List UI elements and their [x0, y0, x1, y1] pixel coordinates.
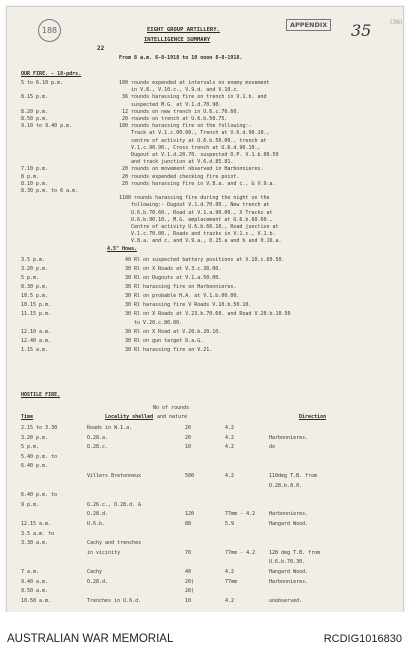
our-fire-time: 8 p.m. [21, 173, 40, 180]
footer-source: AUSTRALIAN WAR MEMORIAL [7, 633, 174, 645]
col-direction: Direction [299, 414, 327, 420]
footer-bar [0, 612, 409, 654]
hostile-direction: 110deg T.B. from [269, 473, 318, 479]
hostile-rounds: 10 [185, 444, 192, 451]
hostile-nature: 77mm - 4.2 [225, 549, 256, 556]
hostile-time: 5 p.m. [21, 444, 40, 451]
hostile-time: 3.20 p.m. [21, 434, 49, 441]
hows-time: 11.15 p.m. [21, 311, 52, 317]
hostile-locality: Trenches in U.6.d. [87, 597, 142, 604]
hows-desc: 30 Rl on X Roads at V.23.b.70.60. and Road V.20.b.10.50 [125, 311, 291, 317]
hows-time: 8.30 p.m. [21, 284, 49, 290]
hostile-direction: Harbonnieres. [269, 511, 309, 518]
handwritten-number: 35 [351, 21, 372, 40]
hostile-direction: do [269, 444, 276, 451]
hows-desc: 30 Rl on probable H.A. at V.1.b.00.00. [125, 293, 240, 299]
col-time: Time [21, 414, 34, 420]
our-fire-time: 8.15 p.m. [21, 94, 49, 101]
hostile-direction: Hangard Wood. [269, 521, 309, 527]
hostile-rounds: 20) [185, 588, 195, 595]
hostile-nature: 77mm - 4.2 [225, 511, 256, 518]
hows-desc: 40 Rl on suspected battery positions at V.10.c.60.50. [125, 257, 285, 263]
section-hostile-fire: HOSTILE FIRE. [21, 392, 61, 398]
hostile-rounds: 20 [185, 434, 192, 441]
summary-number: 22 [97, 45, 105, 52]
our-fire-desc: U.6.b.90.10., M.G. emplacement at U.6.b.60.60., [119, 216, 273, 223]
our-fire-time: 8.10 p.m. [21, 180, 49, 187]
section-our-fire: OUR FIRE. - 18-pdrs. [21, 71, 82, 77]
hostile-nature: 77mm [225, 578, 238, 585]
our-fire-desc: and track junction at V.6.d.85.81. [119, 159, 234, 166]
our-fire-desc: 1180 rounds harassing fire during the night on the [119, 195, 270, 202]
hows-time: 10.5 p.m. [21, 293, 49, 299]
hostile-time: 3.30 a.m. [21, 540, 49, 547]
hows-desc: 30 Rl on Dugouts at V.1.a.50.00. [125, 275, 222, 281]
our-fire-desc: 36 rounds harassing fire on trench in V.1.b. and [119, 94, 267, 101]
hostile-rounds: 20) [185, 578, 195, 585]
section-hows: 4.5" Hows. [107, 246, 138, 252]
hostile-nature: 4.2 [225, 425, 235, 431]
hostile-nature: 4.2 [225, 569, 235, 575]
hows-desc: 30 Rl harassing fire V Roads V.10.b.50.10. [125, 302, 252, 308]
hostile-time: 7 a.m. [21, 569, 40, 575]
our-fire-desc: 20 rounds on trench at U.6.b.50.75. [119, 116, 228, 122]
document-subtitle: INTELLIGENCE SUMMARY [144, 37, 211, 43]
hostile-direction: U.6.b.70.30. [269, 559, 306, 566]
hostile-rounds: 500 [185, 473, 195, 479]
hows-desc: 30 Rl harassing fire on Harbonnieres. [125, 284, 237, 290]
hows-desc: 30 Rl on gun target D.a.G. [125, 338, 204, 344]
hostile-time: 6.40 p.m. [21, 463, 49, 470]
col-locality: Locality shelled [105, 414, 154, 420]
our-fire-time: 8.20 p.m. [21, 108, 49, 115]
hostile-nature: 4.2 [225, 434, 235, 441]
our-fire-desc: Centre of activity U.6.b.60.10., Road junction at [119, 224, 279, 230]
hostile-direction: 128 deg T.B. from [269, 549, 321, 556]
hostile-nature: 4.2 [225, 597, 235, 604]
col-rounds-bottom: and nature [157, 414, 188, 420]
hostile-direction: O.28.b.8.0. [269, 482, 303, 489]
our-fire-desc: 100 rounds harassing fire on the following:- [119, 123, 252, 130]
hostile-rounds: 10 [185, 597, 192, 604]
hostile-locality: in vicinity [87, 549, 121, 556]
our-fire-desc: V.1.c.70.00., Roads and tracks in V.1.c., V.1.b. [119, 231, 276, 238]
hostile-time: 9.40 a.m. [21, 578, 49, 585]
hostile-direction: Harbonnieres. [269, 578, 309, 585]
hostile-locality: Cachy and trenches [87, 540, 142, 547]
our-fire-time: 8.30 p.m. to 6 a.m. [21, 188, 79, 194]
hostile-nature: 4.2 [225, 473, 235, 479]
hostile-locality: U.6.b. [87, 521, 106, 527]
period-line: From 8 a.m. 6-8-1918 to 10 noon 8-8-1918. [119, 55, 243, 61]
hostile-locality: Cachy [87, 569, 103, 575]
footer-record-id: RCDIG1016830 [323, 633, 402, 645]
our-fire-desc: 20 rounds on movement observed in Harbonnieres. [119, 166, 264, 173]
our-fire-time: 8.50 p.m. [21, 116, 49, 122]
hostile-direction: Hangard Wood. [269, 569, 309, 575]
hostile-rounds: 120 [185, 511, 195, 518]
our-fire-desc: 100 rounds expended at intervals on enemy movement [119, 80, 270, 86]
hows-time: 10.15 p.m. [21, 302, 52, 308]
our-fire-desc: centre of activity at U.6.b.50.00., trench at [119, 137, 267, 144]
hostile-rounds: 70 [185, 549, 192, 556]
our-fire-desc: V.8.a. and c. and V.9.a., 0.15.a and b and 0.16.a. [119, 238, 282, 245]
our-fire-desc: Track at V.1.c.00.00., Trench at V.6.d.90.10., [119, 130, 270, 137]
hostile-time: 2.15 to 3.30 [21, 425, 58, 431]
document-title: EIGHT GROUP ARTILLERY. [147, 27, 220, 33]
hows-time: 12.10 a.m. [21, 329, 52, 335]
hostile-time: 6.40 p.m. to [21, 492, 58, 499]
hostile-locality: Villers Bretonneux [87, 473, 142, 479]
hostile-locality: O.28.d. [87, 578, 109, 585]
our-fire-desc: following:- Dugout V.1.d.70.00., New trench at [119, 202, 270, 209]
our-fire-time: 7.10 p.m. [21, 166, 49, 173]
hows-time: 12.40 a.m. [21, 338, 52, 344]
our-fire-desc: suspected M.G. at V.1.d.70.90. [119, 101, 222, 108]
hows-time: 5 p.m. [21, 275, 40, 281]
hostile-time: 3.5 a.m. to [21, 530, 55, 537]
hostile-time: 9.50 a.m. [21, 588, 49, 595]
hostile-time: 5.40 p.m. to [21, 453, 58, 460]
hostile-nature: 4.2 [225, 444, 235, 451]
hostile-nature: 5.9 [225, 521, 235, 527]
hostile-rounds: 80 [185, 521, 192, 527]
hostile-time: 10.50 a.m. [21, 597, 52, 604]
our-fire-desc: Dugout at V.1.d.20.70. suspected O.P. V.1.b.00.50 [119, 152, 279, 158]
our-fire-desc: V.1.c.90.90., Cross trench at U.6.d.90.10., [119, 144, 261, 151]
hostile-locality: O.26.c., O.28.d. & [87, 501, 142, 508]
our-fire-desc: in V.8., V.10.c., V.9.d. and V.10.c. [119, 87, 240, 94]
hows-time: 3.5 p.m. [21, 257, 46, 263]
hows-desc: to V.20.c.80.00. [125, 320, 183, 326]
hostile-locality: O.28.d. [87, 511, 109, 518]
hows-time: 1.15 a.m. [21, 347, 49, 353]
our-fire-time: 5 to 6.10 p.m. [21, 80, 64, 86]
hows-desc: 30 Rl on X Roads at V.3.c.30.00. [125, 266, 222, 272]
our-fire-desc: 20 rounds expended checking fire point. [119, 173, 240, 180]
col-rounds-top: No of rounds [153, 405, 190, 411]
our-fire-desc: U.6.b.70.60., Road at V.1.a.90.00., X Tracks at [119, 209, 273, 216]
hostile-locality: O.28.a. [87, 434, 109, 441]
hostile-time: 9 p.m. [21, 501, 40, 508]
hostile-locality: O.28.c. [87, 444, 109, 451]
hostile-direction: Harbonnieres. [269, 434, 309, 441]
hows-time: 3.20 p.m. [21, 266, 49, 272]
our-fire-desc: 12 rounds on new trench in U.6.c.70.60. [119, 108, 240, 115]
hostile-locality: Roads in W.1.a. [87, 425, 133, 431]
hows-desc: 30 Rl on X Road at V.20.b.20.10. [125, 329, 222, 335]
appendix-stamp: APPENDIX [286, 19, 331, 31]
our-fire-time: 9.10 to 9.40 p.m. [21, 123, 73, 130]
hows-desc: 30 Rl harassing fire on V.21. [125, 347, 213, 353]
pencil-number: (36) [390, 19, 403, 26]
document-page [6, 6, 404, 614]
hostile-time: 12.15 a.m. [21, 521, 52, 527]
our-fire-desc: 20 rounds harassing fire in V.8.a. and c., & V.9.a. [119, 180, 276, 187]
circled-folio-number: 188 [38, 19, 61, 42]
hostile-direction: unobserved. [269, 597, 303, 604]
hostile-rounds: 20 [185, 425, 192, 431]
hostile-rounds: 40 [185, 569, 192, 575]
